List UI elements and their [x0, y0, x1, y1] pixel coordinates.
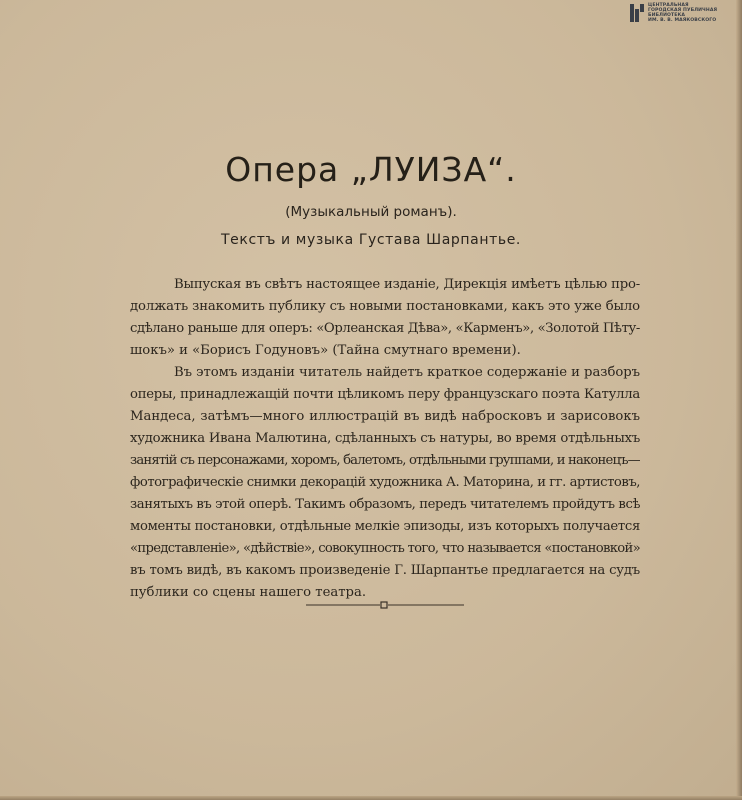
body-line: занятiй съ персонажами, хоромъ, балетомъ, отдѣльными группами, и наконецъ—	[130, 453, 640, 468]
library-logo-icon	[630, 4, 644, 22]
library-stamp-text	[648, 3, 717, 23]
ornament-divider	[306, 600, 464, 610]
body-line: Мандеса, затѣмъ—много иллюстрацiй въ видѣ набросковъ и зарисовокъ	[130, 409, 640, 424]
page-edge-right	[736, 0, 742, 800]
stamp-line: ГОРОДСКАЯ ПУБЛИЧНАЯ	[648, 8, 718, 13]
body-text	[130, 274, 640, 604]
stamp-line: ЦЕНТРАЛЬНАЯ	[648, 3, 689, 8]
page-subtitle: (Музыкальный романъ).	[285, 204, 457, 220]
body-line: сдѣлано раньше для оперъ: «Орлеанская Дѣва», «Карменъ», «Золотой Пѣту-	[130, 321, 640, 336]
body-line: оперы, принадлежащiй почти цѣликомъ перу французскаго поэта Катулла	[130, 387, 640, 402]
body-line: Въ этомъ изданiи читатель найдетъ краткое содержанiе и разборъ	[174, 365, 640, 380]
body-line: должать знакомить публику съ новыми постановками, какъ это уже было	[130, 299, 640, 314]
credits-line: Текстъ и музыка Густава Шарпантье.	[221, 232, 521, 248]
body-line: публики со сцены нашего театра.	[130, 585, 367, 600]
page-title: Опера „ЛУИЗА“.	[225, 150, 517, 189]
body-line: въ томъ видѣ, въ какомъ произведенiе Г. Шарпантье предлагается на судъ	[130, 563, 640, 578]
page-edge-bottom	[0, 796, 742, 800]
body-line: «представленiе», «дѣйствiе», совокупность того, что называется «постановкой»	[130, 541, 640, 556]
body-line: шокъ» и «Борисъ Годуновъ» (Тайна смутнаго времени).	[130, 343, 521, 358]
stamp-line: ИМ. В. В. МАЯКОВСКОГО	[648, 18, 717, 23]
body-line: Выпуская въ свѣтъ настоящее изданiе, Дирекцiя имѣетъ цѣлью про-	[174, 277, 640, 292]
stamp-line: БИБЛИОТЕКА	[648, 13, 685, 18]
body-line: художника Ивана Малютина, сдѣланныхъ съ натуры, во время отдѣльныхъ	[130, 431, 640, 446]
body-line: занятыхъ въ этой оперѣ. Такимъ образомъ, передъ читателемъ пройдутъ всѣ	[130, 497, 640, 512]
body-line: моменты постановки, отдѣльные мелкiе эпизоды, изъ которыхъ получается	[130, 519, 640, 534]
body-line: фотографическiе снимки декорацiй художника А. Маторина, и гг. артистовъ,	[130, 475, 640, 490]
library-stamp	[630, 2, 742, 24]
